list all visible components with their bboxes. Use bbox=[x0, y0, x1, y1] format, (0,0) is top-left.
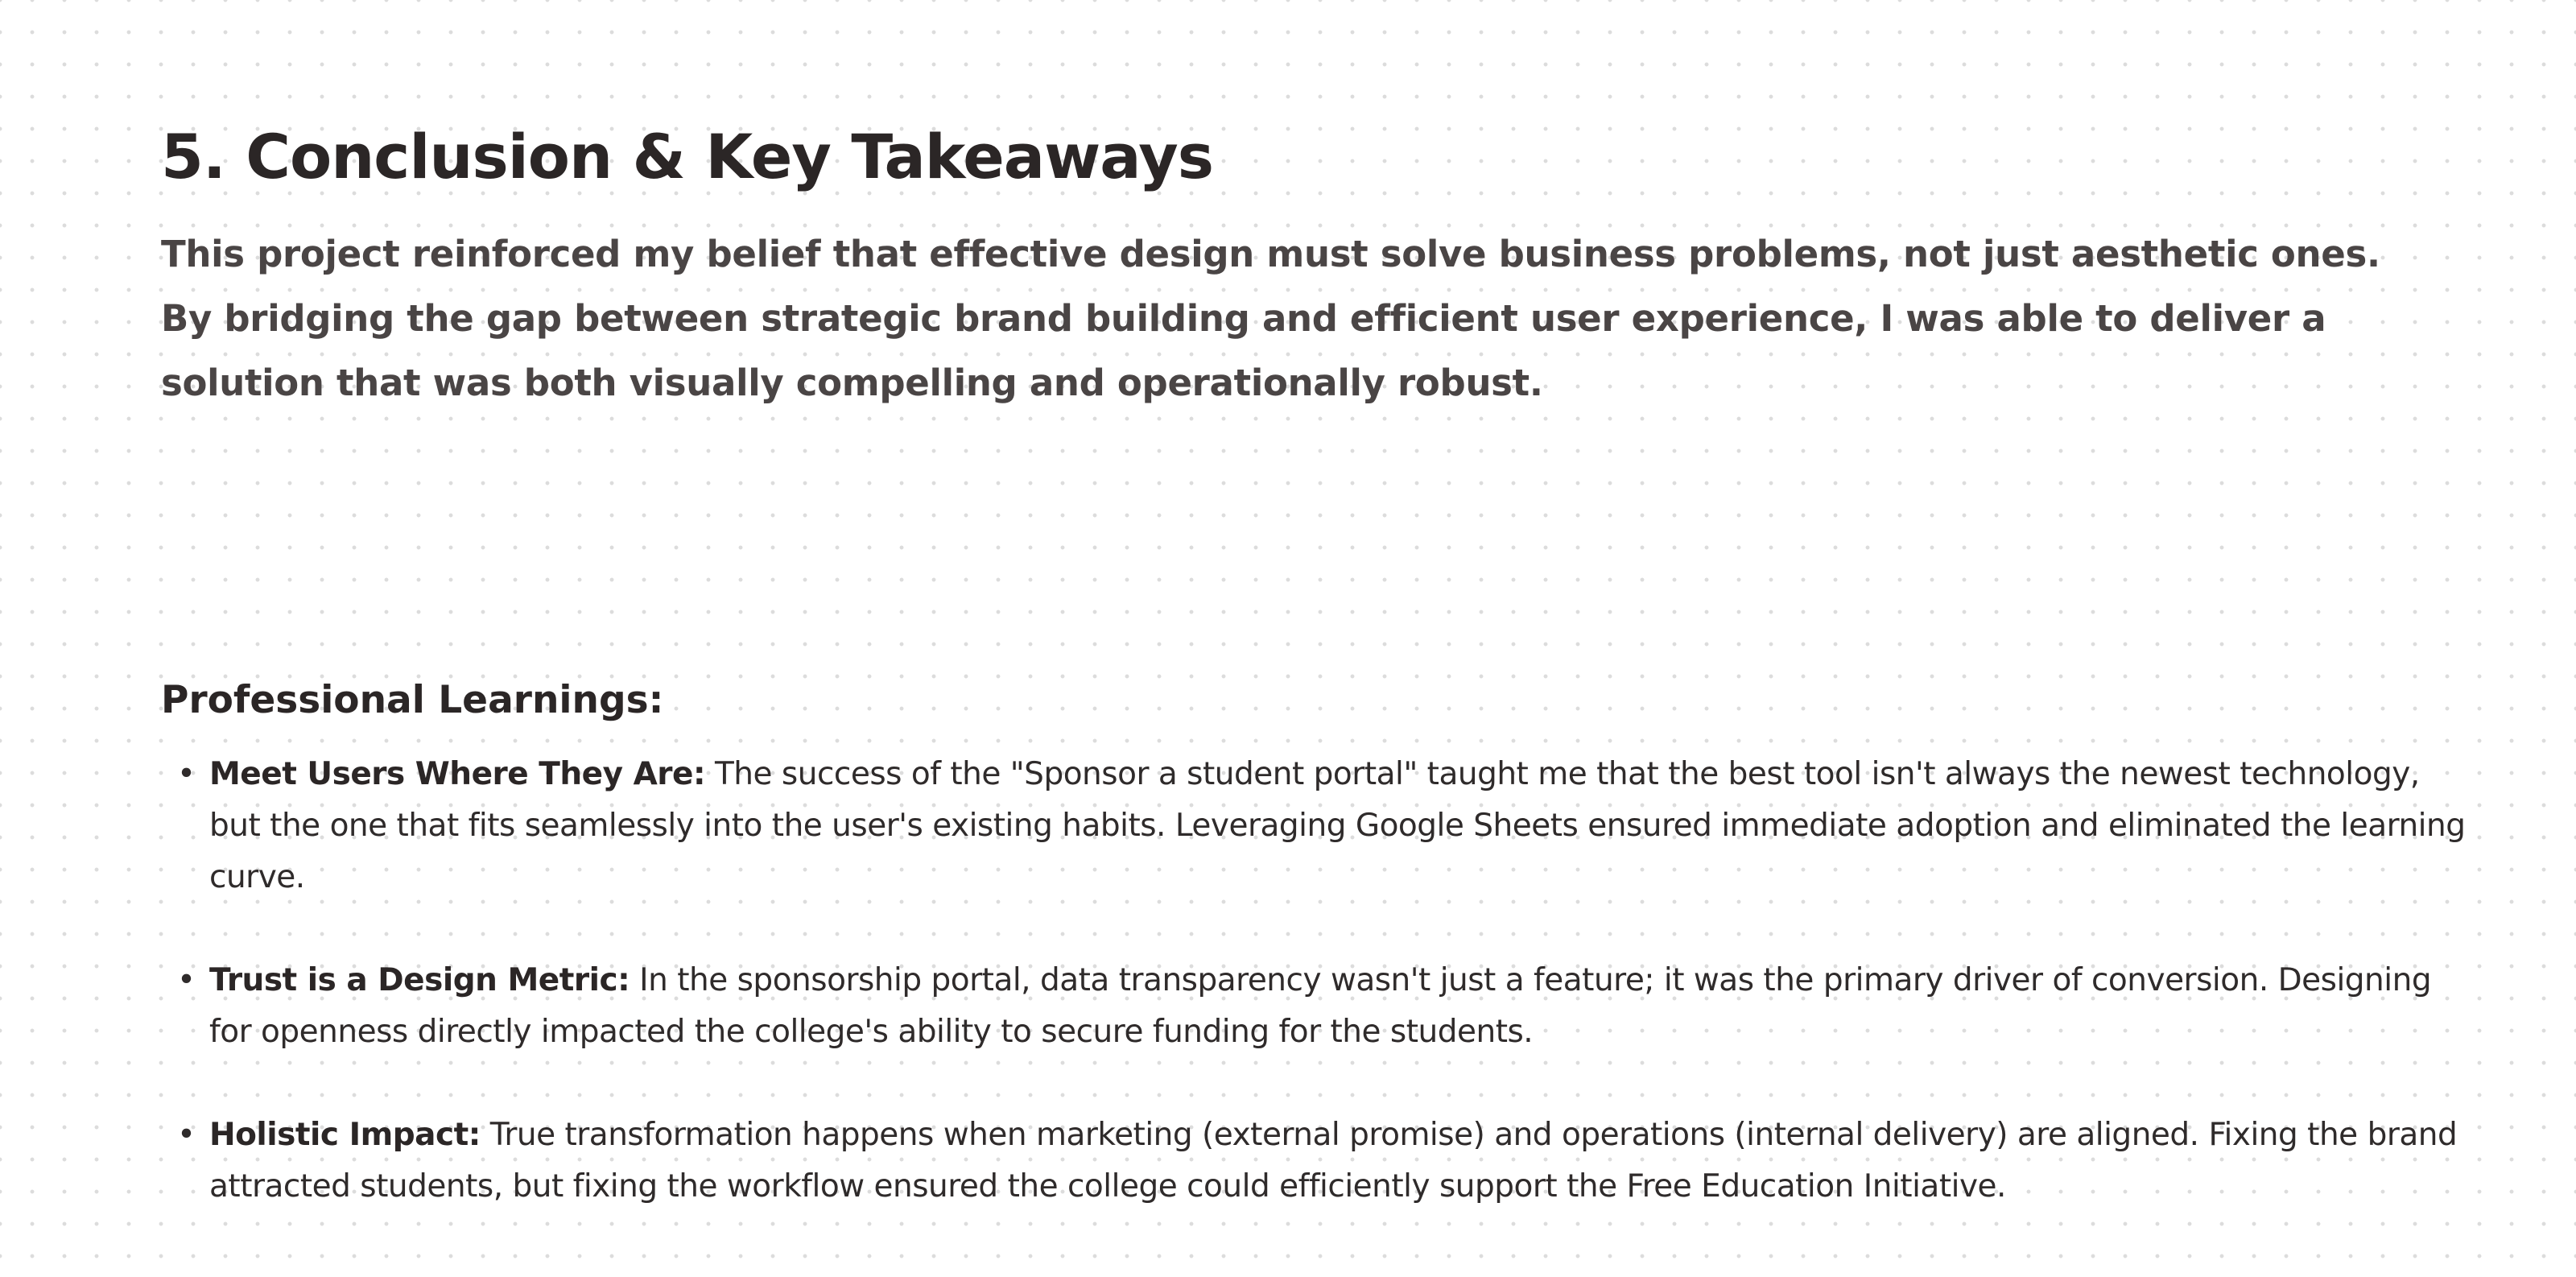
learning-text: The success of the "Sponsor a student portal" taught me that the best tool isn't always the newest technology, but the one that fits seamlessly into the user's existing habits. Leveraging Google Sheets ensured immediate adoption and eliminated the learning curve. bbox=[209, 756, 2466, 895]
learning-lead: Meet Users Where They Are: bbox=[209, 756, 706, 792]
bullet-icon: • bbox=[177, 756, 196, 792]
learnings-heading: Professional Learnings: bbox=[161, 678, 664, 722]
bullet-icon: • bbox=[177, 1117, 196, 1153]
section-title: 5. Conclusion & Key Takeaways bbox=[161, 121, 1214, 192]
learning-text: In the sponsorship portal, data transparency wasn't just a feature; it was the primary driver of conversion. Designing for openness directly impacted the college's ability to secure funding for the students. bbox=[209, 962, 2432, 1050]
learning-lead: Holistic Impact: bbox=[209, 1117, 481, 1153]
learning-item bbox=[177, 955, 2479, 1058]
learning-lead: Trust is a Design Metric: bbox=[209, 962, 630, 998]
learning-item bbox=[177, 749, 2479, 903]
learnings-list bbox=[161, 749, 2479, 1264]
learning-item bbox=[177, 1110, 2479, 1213]
bullet-icon: • bbox=[177, 962, 196, 998]
learning-text: True transformation happens when marketing (external promise) and operations (internal delivery) are aligned. Fixing the brand attracted students, but fixing the workflow ensured the college could efficiently support the Free Education Initiative. bbox=[209, 1117, 2458, 1205]
intro-paragraph: This project reinforced my belief that effective design must solve business problems, not just aesthetic ones. By bridging the gap between strategic brand building and efficient user experience, I was able to deliver a solution that was both visually compelling and operationally robust. bbox=[161, 233, 2380, 404]
